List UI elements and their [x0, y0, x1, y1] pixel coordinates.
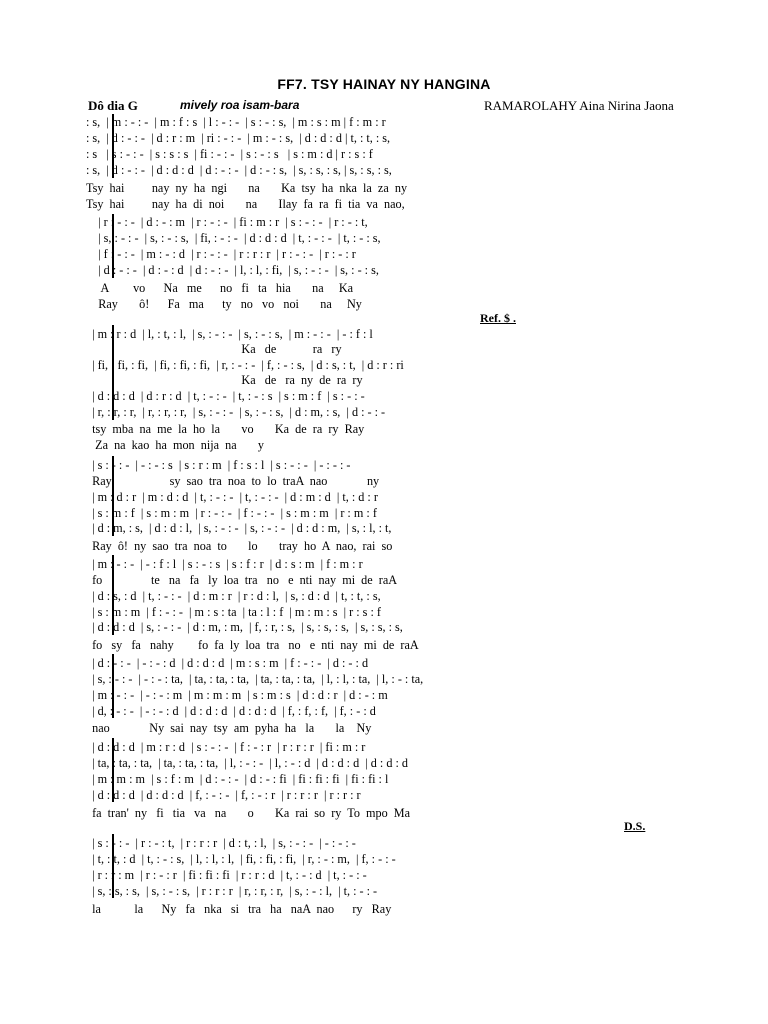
notes-line: | d : d : d | s, : - : - | d : m, : m, | f, : r, : s, | s, : s, : s, | s, : s, : s,: [86, 620, 403, 634]
notes-line: | d : d : d | d : r : d | t, : - : - | t, : - : s | s : m : f | s : - : -: [86, 389, 365, 403]
notes-line: | s, : s, : s, | s, : - : s, | r : r : r | r, : r, : r, | s, : - : l, | t, : - : -: [86, 884, 378, 898]
refrain-marker: Ref. $ .: [480, 311, 516, 325]
notes-line: : s, | m : - : - | m : f : s | l : - : - | s : - : s, | m : s : m | f : m : r: [86, 115, 386, 129]
notes-line: | d : d : d | d : d : d | f, : - : - | f, : - : r | r : r : r | r : r : r: [86, 788, 361, 802]
lyric-line: Za na kao ha mon nija na y: [86, 438, 265, 452]
notes-line: | s : - : - | - : - : s | s : r : m | f : s : l | s : - : - | - : - : -: [86, 458, 351, 472]
notes-line: | m : d : r | m : d : d | t, : - : - | t, : - : - | d : m : d | t, : d : r: [86, 490, 378, 504]
notes-line: | s, : - : - | - : - : ta, | ta, : ta, : ta, | ta, : ta, : ta, | l, : l, : ta, | l, : - : ta,: [86, 672, 424, 686]
notes-line: : s, | d : - : - | d : r : m | ri : - : - | m : - : s, | d : d : d | t, : t, : s,: [86, 131, 391, 145]
notes-line: | m : - : - | - : f : l | s : - : s | s : f : r | d : s : m | f : m : r: [86, 557, 363, 571]
notes-line: | s : m : f | s : m : m | r : - : - | f : - : - | s : m : m | r : m : f: [86, 506, 377, 520]
ds-marker: D.S.: [624, 819, 646, 833]
notes-line: | fi, : fi, : fi, | fi, : fi, : fi, | r, : - : - | f, : - : s, | d : s, : t, | d : r : ri: [86, 358, 404, 372]
notes-line: | r : - : - | d : - : m | r : - : - | fi : m : r | s : - : - | r : - : t,: [86, 215, 368, 229]
key-signature: Dô dia G: [88, 98, 138, 113]
notes-line: | m : r : d | l, : t, : l, | s, : - : - | s, : - : s, | m : - : - | - : f : l: [86, 327, 373, 341]
notes-line: | s, : - : - | s, : - : s, | fi, : - : - | d : d : d | t, : - : - | t, : - : s,: [86, 231, 381, 245]
tempo-marking: mively roa isam-bara: [180, 98, 300, 112]
notes-line: | d : d : d | m : r : d | s : - : - | f : - : r | r : r : r | fi : m : r: [86, 740, 366, 754]
lyric-line: Tsy hai nay ny ha ngi na Ka tsy ha nka la za ny: [86, 181, 408, 195]
notes-line: | d : - : - | d : - : d | d : - : - | l, : l, : fi, | s, : - : - | s, : - : s,: [86, 263, 379, 277]
lyric-line: Tsy hai nay ha di noi na Ilay fa ra fi tia va nao,: [86, 197, 405, 211]
composer-name: RAMAROLAHY Aina Nirina Jaona: [484, 98, 674, 113]
song-title: FF7. TSY HAINAY NY HANGINA: [277, 76, 491, 92]
lyric-line: Ray ô! ny sao tra noa to lo tray ho A nao, rai so: [86, 539, 393, 553]
lyric-line: fo sy fa nahy fo fa ly loa tra no e nti nay mi de raA: [86, 638, 419, 652]
notes-line: : s, | d : - : - | d : d : d | d : - : - | d : - : s, | s, : s, : s, | s, : s, : s,: [86, 163, 392, 177]
lyric-line: la la Ny fa nka si tra ha naA nao ry Ray: [86, 902, 392, 916]
lyric-line: Ka de ra ry: [86, 342, 342, 356]
notes-line: | d : - : - | - : - : d | d : d : d | m : s : m | f : - : - | d : - : d: [86, 656, 369, 670]
notes-line: : s | s : - : - | s : s : s | fi : - : - | s : - : s | s : m : d | r : s : f: [86, 147, 373, 161]
lyric-line: Ka de ra ny de ra ry: [86, 373, 363, 387]
lyric-line: A vo Na me no fi ta hia na Ka: [86, 281, 354, 295]
notes-line: | ta, : ta, : ta, | ta, : ta, : ta, | l, : - : - | l, : - : d | d : d : d | d : d : d: [86, 756, 408, 770]
lyric-line: nao Ny sai nay tsy am pyha ha la la Ny: [86, 721, 372, 735]
notes-line: | t, : t, : d | t, : - : s, | l, : l, : l, | fi, : fi, : fi, | r, : - : m, | f, : - : -: [86, 852, 396, 866]
lyric-line: fo te na fa ly loa tra no e nti nay mi de raA: [86, 573, 398, 587]
notes-line: | f : - : - | m : - : d | r : - : - | r : r : r | r : - : - | r : - : r: [86, 247, 356, 261]
notes-line: | d : m, : s, | d : d : l, | s, : - : - | s, : - : - | d : d : m, | s, : l, : t,: [86, 521, 392, 535]
lyric-line: Ray ô! Fa ma ty no vo noi na Ny: [86, 297, 362, 311]
notes-line: | m : m : m | s : f : m | d : - : - | d : - : fi | fi : fi : fi | fi : fi : l: [86, 772, 389, 786]
notes-line: | s : m : m | f : - : - | m : s : ta | ta : l : f | m : m : s | r : s : f: [86, 605, 381, 619]
lyric-line: tsy mba na me la ho la vo Ka de ra ry Ray: [86, 422, 365, 436]
notes-line: | s : - : - | r : - : t, | r : r : r | d : t, : l, | s, : - : - | - : - : -: [86, 836, 356, 850]
notes-line: | r : r : m | r : - : r | fi : fi : fi | r : r : d | t, : - : d | t, : - : -: [86, 868, 367, 882]
notes-line: | d, : - : - | - : - : d | d : d : d | d : d : d | f, : f, : f, | f, : - : d: [86, 704, 376, 718]
notes-line: | r, : r, : r, | r, : r, : r, | s, : - : - | s, : - : s, | d : m, : s, | d : - : -: [86, 405, 386, 419]
notes-line: | m : - : - | - : - : m | m : m : m | s : m : s | d : d : r | d : - : m: [86, 688, 388, 702]
lyric-line: fa tran' ny fi tia va na o Ka rai so ry To mpo Ma: [86, 806, 411, 820]
notes-line: | d : s, : d | t, : - : - | d : m : r | r : d : l, | s, : d : d | t, : t, : s,: [86, 589, 381, 603]
lyric-line: Ray sy sao tra noa to lo traA nao ny: [86, 474, 380, 488]
